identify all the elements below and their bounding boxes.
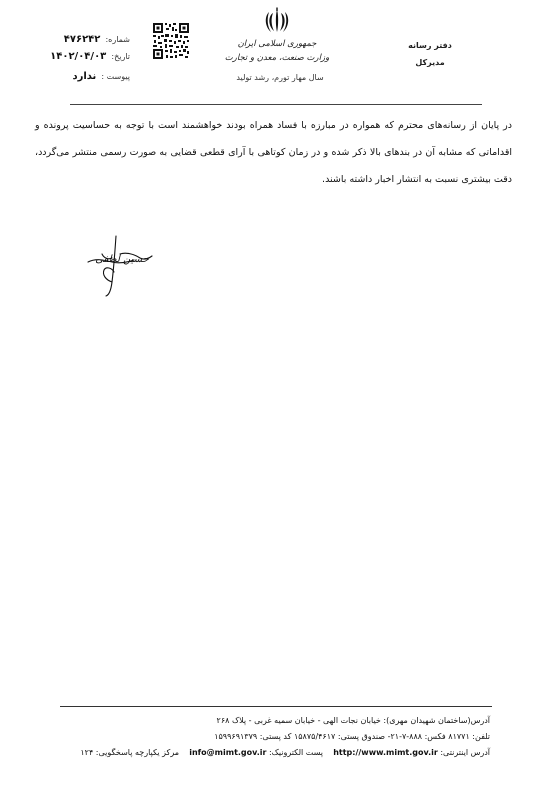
signature-icon [82,232,162,300]
footer-phone: تلفن: ۸۱۷۷۱ فکس: ۸۸۸-۷-۲۱- صندوق پستی: ۱۵۸۷۵/۴۶۱۷ کد پستی: ۱۵۹۹۶۹۱۳۷۹ [214,732,490,741]
footer-contacts [60,748,490,757]
footer-divider [60,706,492,707]
signature-name: حسین لطفی [95,254,149,265]
recipient-office: دفتر رسانه [408,41,452,50]
hotline: مرکز یکپارچه پاسخگویی: ۱۲۴ [80,748,180,757]
letter-date-row [40,44,130,63]
recipient-title: مدیرکل [415,58,445,67]
iran-emblem-icon [262,6,292,36]
web-address[interactable]: http://www.mimt.gov.ir [333,748,438,757]
number-label: شماره: [105,35,130,44]
letter-attachment-row [40,64,130,83]
number-value: ۴۷۶۲۴۲ [63,34,101,45]
email-address[interactable]: info@mimt.gov.ir [189,748,267,757]
header-divider [70,104,482,105]
ministry-title: وزارت صنعت، معدن و تجارت [224,53,330,63]
year-motto: سال مهار تورم، رشد تولید [236,73,324,82]
qr-code-icon [152,22,190,60]
date-value: ۱۴۰۲/۰۴/۰۳ [50,51,107,62]
letter-body: در پایان از رسانه‌های محترم که همواره در مبارزه با فساد همراه بودند خواهشمند است با توجه به حساسیت پرونده و اقداماتی که مشابه آن در بندهای بالا ذکر شده و در زمان کوتاهی با آرای قطعی قضایی به صورت رسمی منتشر می‌گردد، دقت بیشتری نسبت به انتشار اخبار داشته باشند. [35,120,512,185]
web-label: آدرس اینترنتی: [440,748,490,757]
footer-address: آدرس(ساختمان شهیدان مهری): خیابان نجات الهی - خیابان سمیه غربی - پلاک ۲۶۸ [216,716,490,725]
attachment-value: ندارد [72,71,97,82]
date-label: تاریخ: [111,52,130,61]
republic-title: جمهوری اسلامی ایران [237,39,317,49]
attachment-label: پیوست : [101,72,130,81]
email-label: پست الکترونیک: [268,748,324,757]
